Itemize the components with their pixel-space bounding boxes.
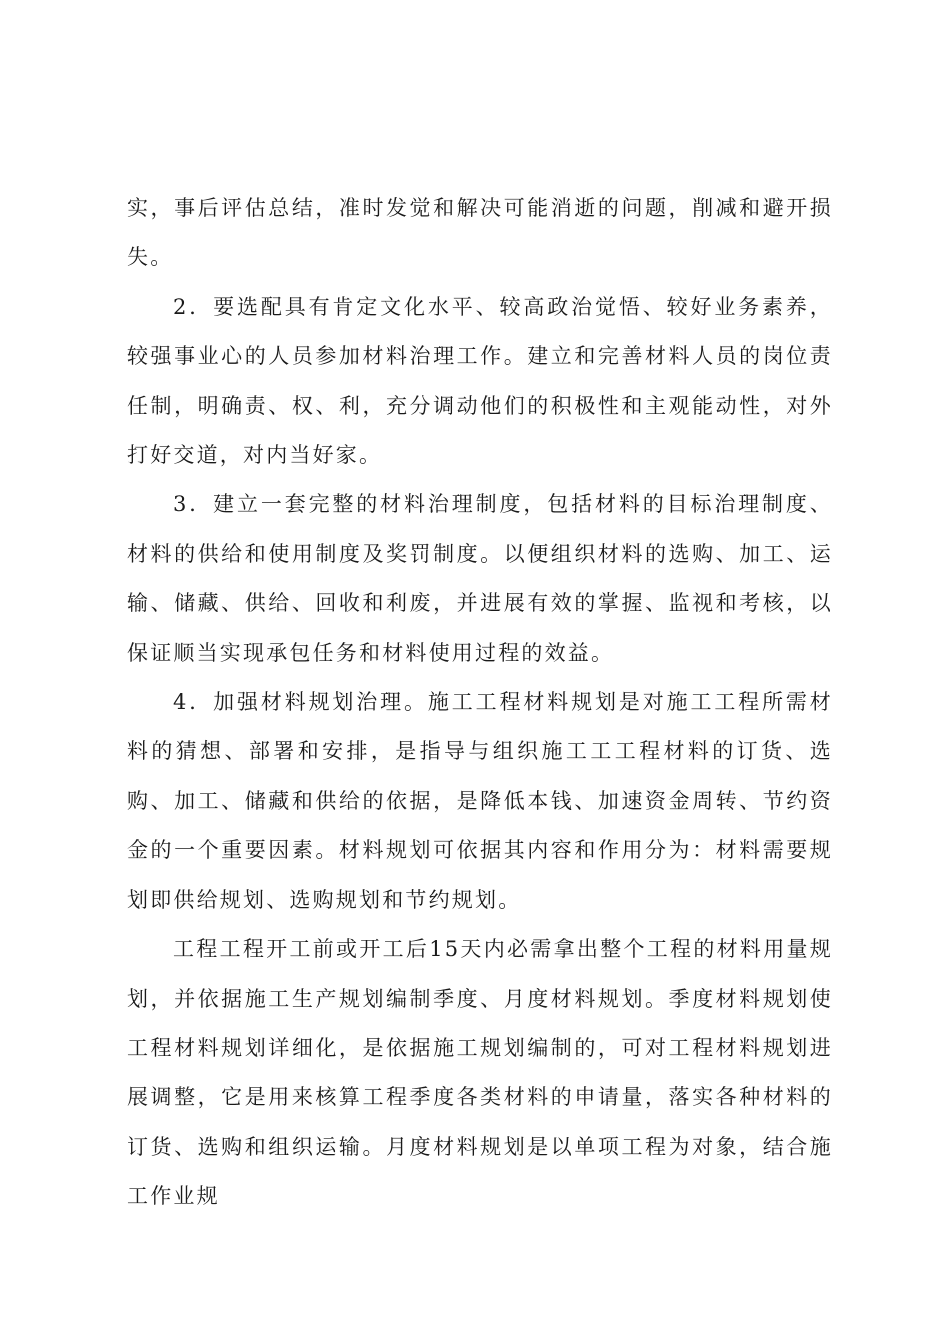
document-body (127, 184, 833, 1222)
paragraph-material-plan: 工程工程开工前或开工后15天内必需拿出整个工程的材料用量规划，并依据施工生产规划编制季度、月度材料规划。季度材料规划使工程材料规划详细化，是依据施工规划编制的，可对工程材料规划进展调整，它是用来核算工程季度各类材料的申请量，落实各种材料的订货、选购和组织运输。月度材料规划是以单项工程为对象，结合施工作业规 (127, 937, 833, 1209)
paragraph-item-2: 2．要选配具有肯定文化水平、较高政治觉悟、较好业务素养，较强事业心的人员参加材料治理工作。建立和完善材料人员的岗位责任制，明确责、权、利，充分调动他们的积极性和主观能动性，对外打好交道，对内当好家。 (127, 294, 833, 468)
paragraph-item-4: 4．加强材料规划治理。施工工程材料规划是对施工工程所需材料的猜想、部署和安排，是指导与组织施工工工程材料的订货、选购、加工、储藏和供给的依据，是降低本钱、加速资金周转、节约资金的一个重要因素。材料规划可依据其内容和作用分为：材料需要规划即供给规划、选购规划和节约规划。 (127, 690, 833, 912)
paragraph-item-3: 3．建立一套完整的材料治理制度，包括材料的目标治理制度、材料的供给和使用制度及奖罚制度。以便组织材料的选购、加工、运输、储藏、供给、回收和利废，并进展有效的掌握、监视和考核，以保证顺当实现承包任务和材料使用过程的效益。 (127, 492, 833, 665)
paragraph-continued: 实，事后评估总结，准时发觉和解决可能消逝的问题，削减和避开损失。 (127, 196, 833, 270)
